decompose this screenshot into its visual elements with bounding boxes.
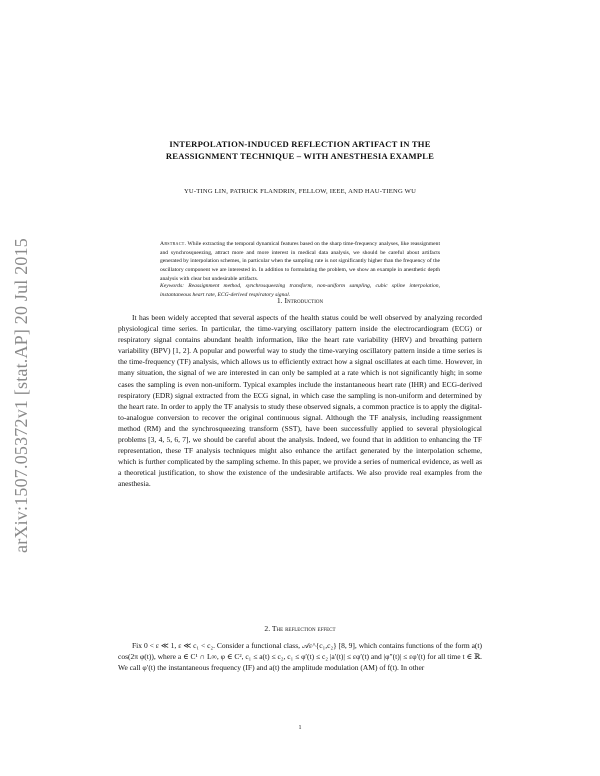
keywords-text: Reassignment method, synchrosqueezing transform, non-uniform sampling, cubic spline interpolation, instantaneous heart rate, ECG-derived respiratory signal. [160, 283, 440, 298]
section-2-heading [118, 624, 482, 633]
abstract [160, 240, 440, 284]
page-number: 1 [298, 725, 302, 731]
arxiv-identifier-text: arXiv:1507.05372v1 [stat.AP] 20 Jul 2015 [10, 237, 31, 553]
paper-title-line-2: REASSIGNMENT TECHNIQUE – WITH ANESTHESIA EXAMPLE [165, 151, 435, 161]
abstract-text: While extracting the temporal dynamical features based on the sharp time-frequency analyses, like reassignment and synchrosqueezing, attract more and more interest in medical data analysis, we should be careful about artifacts generated by interpolation schemes, in particular when the sampling rate is not significantly higher than the frequency of the oscillatory component we are interested in. In addition to formulating the problem, we show an example in anesthetic depth analysis with clear but undesirable artifacts. [160, 241, 440, 282]
section-2-body [118, 640, 482, 673]
keywords-label: Keywords: [160, 283, 185, 289]
section-2-paragraph: Fix 0 < ε ≪ 1, ε ≪ c₁ < c₂. Consider a functional class, 𝒜ε^{c₁,c₂} [8, 9], which contains functions of the form a(t) cos(2π φ(t)), where a ∈ C¹ ∩ L∞, φ ∈ C², c₁ ≤ a(t) ≤ c₂, c₁ ≤ φ′(t) ≤ c₂ |a′(t)| ≤ εφ′(t) and |φ″(t)| ≤ εφ′(t) for all time t ∈ ℝ. We call φ′(t) the instantaneous frequency (IF) and a(t) the amplitude modulation (AM) of f(t). In other [118, 641, 482, 673]
paper-title [118, 138, 482, 162]
arxiv-identifier-stamp [6, 210, 36, 580]
section-1-body [118, 312, 482, 490]
section-1-heading [118, 296, 482, 305]
section-1-paragraph: It has been widely accepted that several aspects of the health status could be well observed by analyzing recorded physiological time series. In particular, the time-varying oscillatory pattern inside the electrocardiogram (ECG) or respiratory signal contains abundant health information, like the heart rate variability (HRV) and breathing pattern variability (BPV) [1, 2]. A popular and powerful way to study the time-varying oscillatory pattern inside a time series is the time-frequency (TF) analysis, which allows us to efficiently extract how a signal oscillates at each time. However, in many situation, the signal of we are interested in can only be sampled at a rate which is not significantly high; in some cases the sampling is even non-uniform. Typical examples include the instantaneous heart rate (IHR) and ECG-derived respiratory (EDR) signal extracted from the ECG signal, in which case the sampling is non-uniform and determined by the heart rate. In order to apply the TF analysis to study these observed signals, a common practice is to apply the digital-to-analogue conversion to recover the original continuous signal. Although the TF analysis, including reassignment method (RM) and the synchrosqueezing transform (SST), have been successfully applied to several physiological problems [3, 4, 5, 6, 7], we should be careful about the analysis. Indeed, we found that in addition to enhancing the TF representation, these TF analysis techniques might also enhance the artifact generated by the interpolation scheme, which is further complicated by the sampling scheme. In this paper, we provide a series of numerical evidence, as well as a theoretical justification, to show the existence of the undesirable artifacts. We also provide real examples from the anesthesia. [118, 313, 482, 489]
abstract-label: Abstract. [160, 241, 187, 247]
section-2-heading-text: 2. The reflection effect [264, 624, 336, 633]
author-list: YU-TING LIN, PATRICK FLANDRIN, FELLOW, IEEE, AND HAU-TIENG WU [183, 188, 417, 195]
paper-title-line-1: INTERPOLATION-INDUCED REFLECTION ARTIFACT IN THE [169, 139, 431, 149]
section-1-heading-text: 1. Introduction [276, 296, 324, 305]
